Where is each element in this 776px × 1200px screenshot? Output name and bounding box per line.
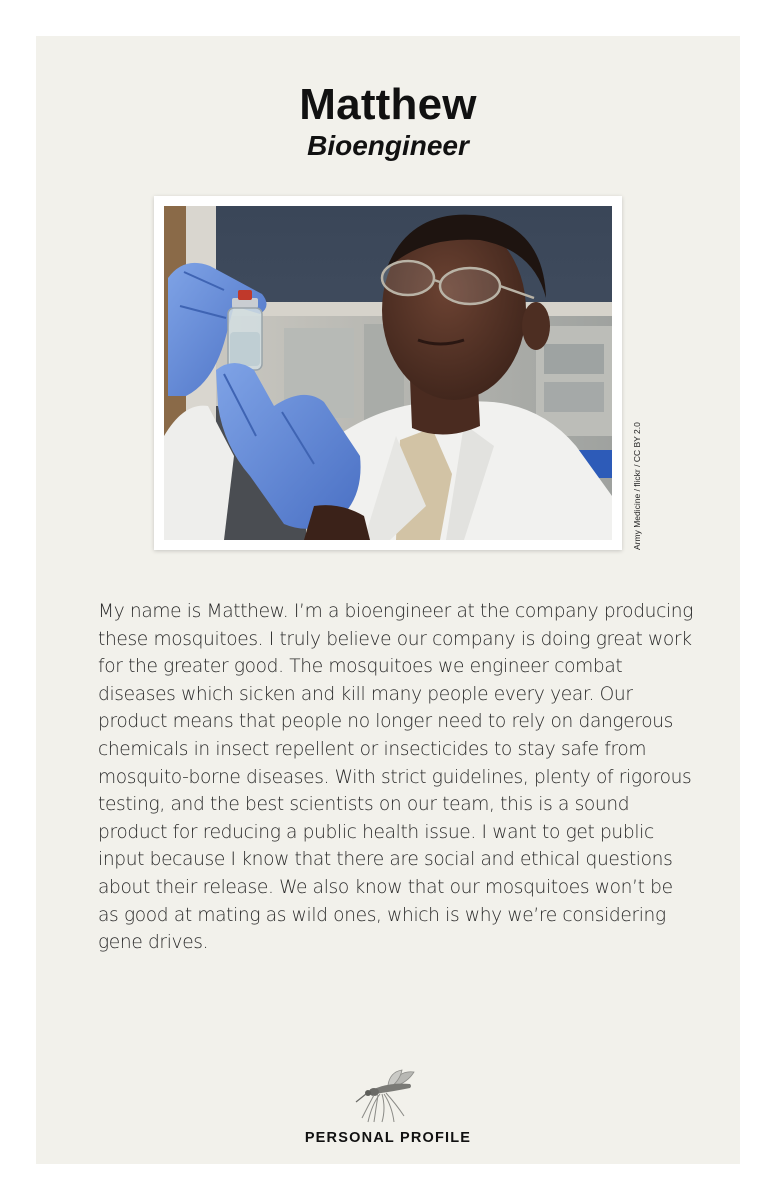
footer-label: PERSONAL PROFILE <box>304 1130 472 1146</box>
photo-credit-text: Army Medicine / flickr / CC BY 2.0 <box>632 422 642 550</box>
profile-name: Matthew <box>299 80 477 129</box>
profile-bio: My name is Matthew. I’m a bioengineer at the company producing these mosquitoes. I truly believe our company is doing great work for the greater good. The mosquitoes we engineer combat diseases which sicken and kill many people every year. Our product means that people no longer need to rely on dangerous chemicals in insect repellent or insecticides to stay safe from mosquito-borne diseases. With strict guidelines, plenty of rigorous testing, and the best scientists on our team, this is a sound product for reducing a public health issue. I want to get public input because I know that there are social and ethical questions about their release. We also know that our mosquitoes won’t be as good at mating as wild ones, which is why we’re considering gene drives. <box>98 601 694 954</box>
photo-credit <box>632 396 642 550</box>
profile-card <box>36 36 740 1164</box>
profile-photo-frame <box>154 196 622 550</box>
profile-photo <box>164 206 612 540</box>
profile-role: Bioengineer <box>307 130 469 161</box>
mosquito-icon <box>354 1068 424 1124</box>
